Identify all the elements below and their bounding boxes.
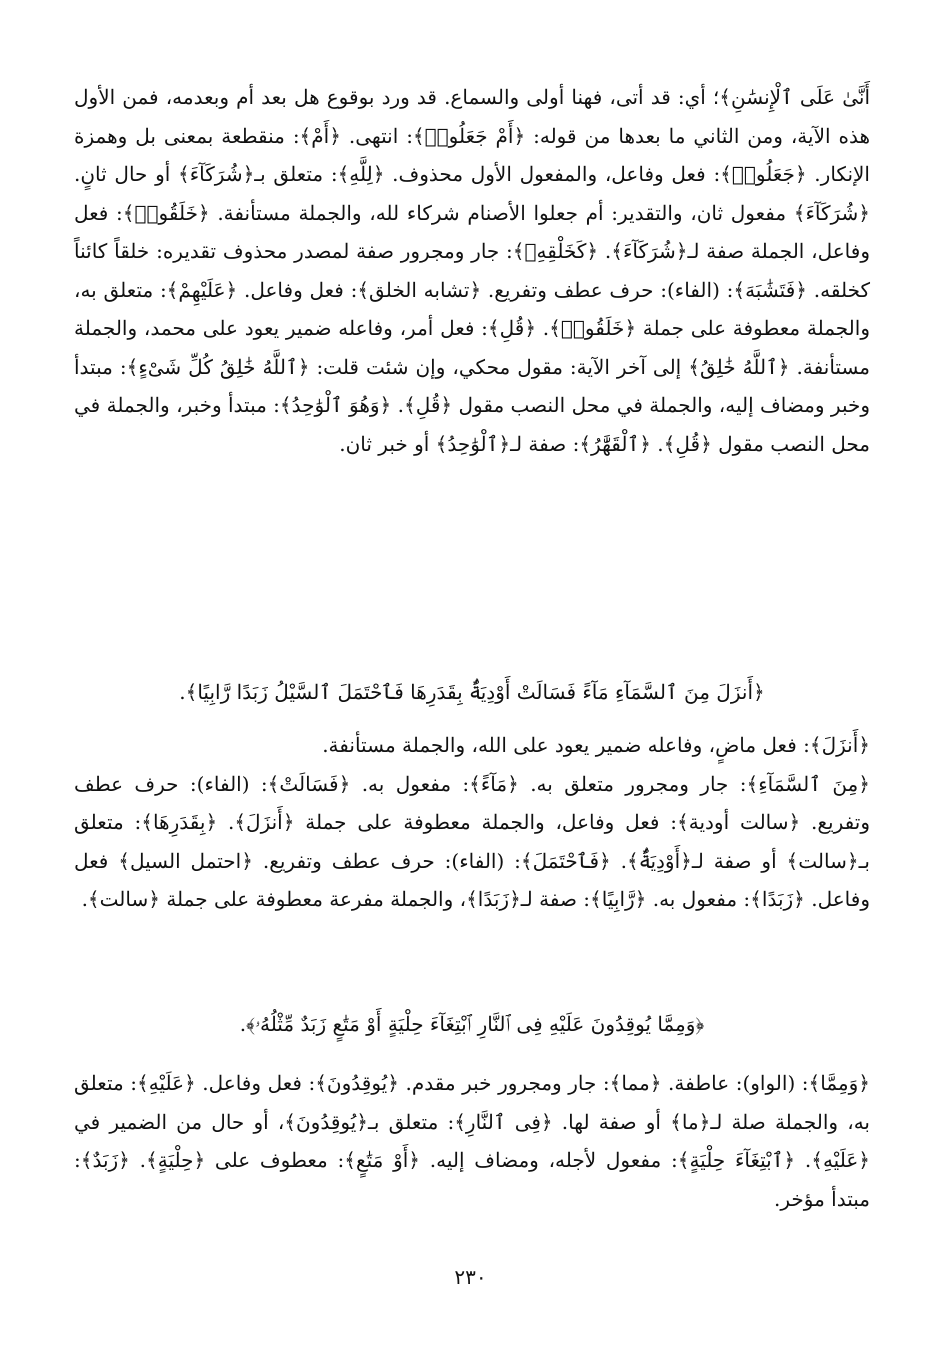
quran-verse-1: ﴿أَنزَلَ مِنَ ٱلسَّمَآءِ مَآءً فَسَالَتْ أَوْدِيَةٌۢ بِقَدَرِهَا فَٱحْتَمَلَ ٱلسَّيْلُ زَبَدًا رَّابِيًا﴾. bbox=[179, 680, 765, 704]
commentary-paragraph-2-body: ﴿مِنَ ٱلسَّمَآءِ﴾: جار ومجرور متعلق به. ﴿مَآءً﴾: مفعول به. ﴿فَسَالَتْ﴾: (الفاء): حرف عطف وتفريع. ﴿سالت أودية﴾: فعل وفاعل، والجملة معطوفة على جملة ﴿أَنزَلَ﴾. ﴿بِقَدَرِهَا﴾: متعلق بـ﴿سالت﴾ أو صفة لـ﴿أَوْدِيَةٌۢ﴾. ﴿فَٱحْتَمَلَ﴾: (الفاء): حرف عطف وتفريع. ﴿احتمل السيل﴾ فعل وفاعل. ﴿زَبَدًا﴾: مفعول به. ﴿رَّابِيًا﴾: صفة لـ﴿زَبَدًا﴾، والجملة مفرعة معطوفة على جملة ﴿سالت﴾. bbox=[74, 771, 870, 911]
commentary-paragraph-2-lead: ﴿أَنزَلَ﴾: فعل ماضٍ، وفاعله ضمير يعود على الله، والجملة مستأنفة. bbox=[322, 733, 870, 757]
page-number: ٢٣٠ bbox=[454, 1265, 487, 1289]
commentary-paragraph-2 bbox=[74, 726, 870, 919]
commentary-paragraph-3: ﴿وَمِمَّا﴾: (الواو): عاطفة. ﴿مما﴾: جار ومجرور خبر مقدم. ﴿يُوقِدُونَ﴾: فعل وفاعل. ﴿عَلَيْهِ﴾: متعلق به، والجملة صلة لـ﴿ما﴾ أو صفة لها. ﴿فِى ٱلنَّارِ﴾: متعلق بـ﴿يُوقِدُونَ﴾، أو حال من الضمير في ﴿عَلَيْهِ﴾. ﴿ٱبْتِغَآءَ حِلْيَةٍ﴾: مفعول لأجله، ومضاف إليه. ﴿أَوْ مَتَٰعٍ﴾: معطوف على ﴿حِلْيَةٍ﴾. ﴿زَبَدٌ﴾: مبتدأ مؤخر. bbox=[74, 1071, 870, 1211]
quran-verse-2: ﴿وَمِمَّا يُوقِدُونَ عَلَيْهِ فِى ٱلنَّارِ ٱبْتِغَآءَ حِلْيَةٍ أَوْ مَتَٰعٍ زَبَدٌ مِّثْلُهُۥ﴾. bbox=[239, 1012, 705, 1036]
commentary-paragraph-1: أَنَّىٰ عَلَى ٱلْإِنسَٰنِ﴾؛ أي: قد أتى، فهنا أولى والسماع. قد ورد بوقوع هل بعد أم وبعدمه، فمن الأول هذه الآية، ومن الثاني ما بعدها من قوله: ﴿أَمْ جَعَلُوا۟﴾: انتهى. ﴿أَمْ﴾: منقطعة بمعنى بل وهمزة الإنكار. ﴿جَعَلُوا۟﴾: فعل وفاعل، والمفعول الأول محذوف. ﴿لِلَّهِ﴾: متعلق بـ﴿شُرَكَآءَ﴾ أو حال ثانٍ. ﴿شُرَكَآءَ﴾ مفعول ثان، والتقدير: أم جعلوا الأصنام شركاء لله، والجملة مستأنفة. ﴿خَلَقُوا۟﴾: فعل وفاعل، الجملة صفة لـ﴿شُرَكَآءَ﴾. ﴿كَخَلْقِهِۦ﴾: جار ومجرور صفة لمصدر محذوف تقديره: خلقاً كائناً كخلقه. ﴿فَتَشَٰبَهَ﴾: (الفاء): حرف عطف وتفريع. ﴿تشابه الخلق﴾: فعل وفاعل. ﴿عَلَيْهِمْ﴾: متعلق به، والجملة معطوفة على جملة ﴿خَلَقُوا۟﴾. ﴿قُلِ﴾: فعل أمر، وفاعله ضمير يعود على محمد، والجملة مستأنفة. ﴿ٱللَّهُ خَٰلِقُ﴾ إلى آخر الآية: مقول محكي، وإن شئت قلت: ﴿ٱللَّهُ خَٰلِقُ كُلِّ شَىْءٍ﴾: مبتدأ وخبر ومضاف إليه، والجملة في محل النصب مقول ﴿قُلِ﴾. ﴿وَهُوَ ٱلْوَٰحِدُ﴾: مبتدأ وخبر، والجملة في محل النصب مقول ﴿قُلِ﴾. ﴿ٱلْقَهَّٰرُ﴾: صفة لـ﴿ٱلْوَٰحِدُ﴾ أو خبر ثان. bbox=[74, 85, 871, 456]
